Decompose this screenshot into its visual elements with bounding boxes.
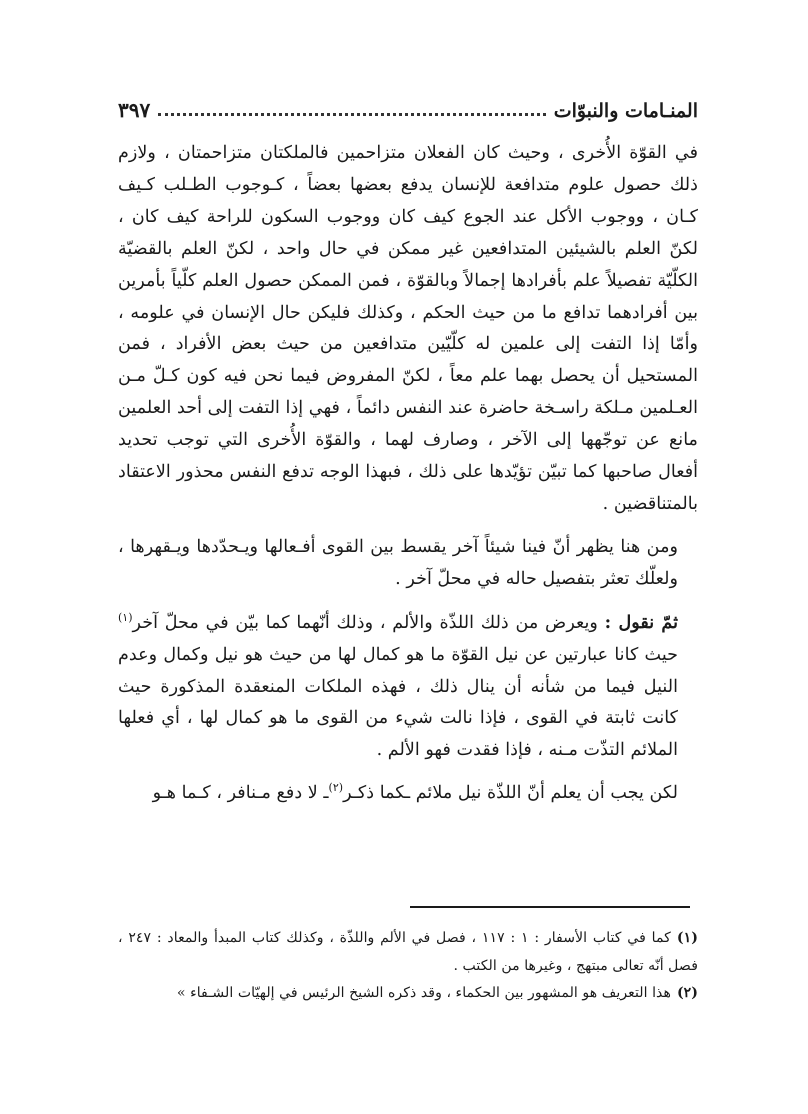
footnote-1-mark: (١) bbox=[676, 930, 698, 946]
paragraph-4-text-b: ـ لا دفع مـنافر ، كـما هـو bbox=[152, 783, 329, 804]
paragraph-4 bbox=[118, 778, 698, 810]
paragraph-3 bbox=[118, 607, 698, 768]
dotted-leader bbox=[158, 113, 545, 116]
page-header bbox=[118, 88, 698, 123]
paragraph-3-text-a: ويعرض من ذلك اللذّة والألم ، وذلك أنّهما كما بيّن في محلّ آخر bbox=[132, 612, 605, 633]
footnote-1-text: كما في كتاب الأسفار : ١ : ١١٧ ، فصل في الألم واللذّة ، وكذلك كتاب المبدأ والمعاد : ٢٤٧ ، فصل أنّه تعالى مبتهج ، وغيرها من الكتب . bbox=[118, 930, 698, 974]
paragraph-1: في القوّة الأُخرى ، وحيث كان الفعلان متزاحمين فالملكتان متزاحمتان ، ولازم ذلك حصول علوم متدافعة للإنسان يدفع بعضها بعضاً ، كـوجوب الطـلب كـيف كـان ، ووجوب الأكل عند الجوع كيف كان ووجوب السكون للراحة كيف كان ، لكنّ العلم بالشيئين المتدافعين غير ممكن في حال واحد ، لكنّ العلم بالقضيّة الكلّيّة تفصيلاً علم بأفرادها إجمالاً وبالقوّة ، فمن الممكن حصول العلم كلّياً بأمرين بين أفرادهما تدافع ما من حيث الحكم ، وكذلك فليكن حال الإنسان في علومه ، وأمّا إذا التفت إلى علمين له كلّيّين متدافعين من حيث بعض الأفراد ، فمن المستحيل أن يحصل بهما علم معاً ، لكنّ المفروض فيما نحن فيه كون كـلّ مـن العـلمين مـلكة راسـخة حاضرة عند النفس دائماً ، فهي إذا التفت إلى أحد العلمين مانع عن توجّهها إلى الآخر ، وصارف لهما ، والقوّة الأُخرى التي توجب تحديد أفعال صاحبها كما تبيّن تؤيّدها على ذلك ، فبهذا الوجه تدفع النفس محذور الاعتقاد بالمتناقضين . bbox=[118, 143, 698, 514]
paragraph-4-text-a: لكن يجب أن يعلم أنّ اللذّة نيل ملائم ـكما ذكـر bbox=[343, 783, 678, 804]
page-number: ٣٩٧ bbox=[118, 98, 151, 122]
footnote-separator bbox=[410, 906, 690, 908]
footnote-2-mark: (٢) bbox=[676, 985, 698, 1001]
footnote-ref-1[interactable]: (١) bbox=[118, 610, 133, 624]
paragraph-2: ومن هنا يظهر أنّ فينا شيئاً آخر يقسط بين القوى أفـعالها ويـحدّدها ويـقهرها ، ولعلّك تعثر بتفصيل حاله في محلّ آخر . bbox=[118, 536, 678, 589]
main-text bbox=[118, 138, 698, 810]
footnote-1 bbox=[118, 925, 698, 980]
footnote-2 bbox=[118, 980, 698, 1008]
footnote-ref-2[interactable]: (٢) bbox=[328, 781, 344, 795]
footnotes bbox=[118, 925, 698, 1008]
lead-phrase: ثمّ نقول : bbox=[604, 611, 678, 633]
footnote-2-text: هذا التعريف هو المشهور بين الحكماء ، وقد ذكره الشيخ الرئيس في إلهيّات الشـفاء » bbox=[176, 985, 671, 1001]
running-title: المنـامات والنبوّات bbox=[553, 100, 698, 122]
paragraph-3-text-b: حيث كانا عبارتين عن نيل القوّة ما هو كمال لها من حيث هو نيل وكمال وعدم النيل فيما من شأنه أن ينال ذلك ، فهذه الملكات المنعقدة المذكورة حيث كانت ثابتة في القوى ، فإذا نالت شيء من القوى ما هو كمال لها ، أي فعلها الملائم التذّت مـنه ، فإذا فقدت فهو الألم . bbox=[118, 644, 678, 761]
